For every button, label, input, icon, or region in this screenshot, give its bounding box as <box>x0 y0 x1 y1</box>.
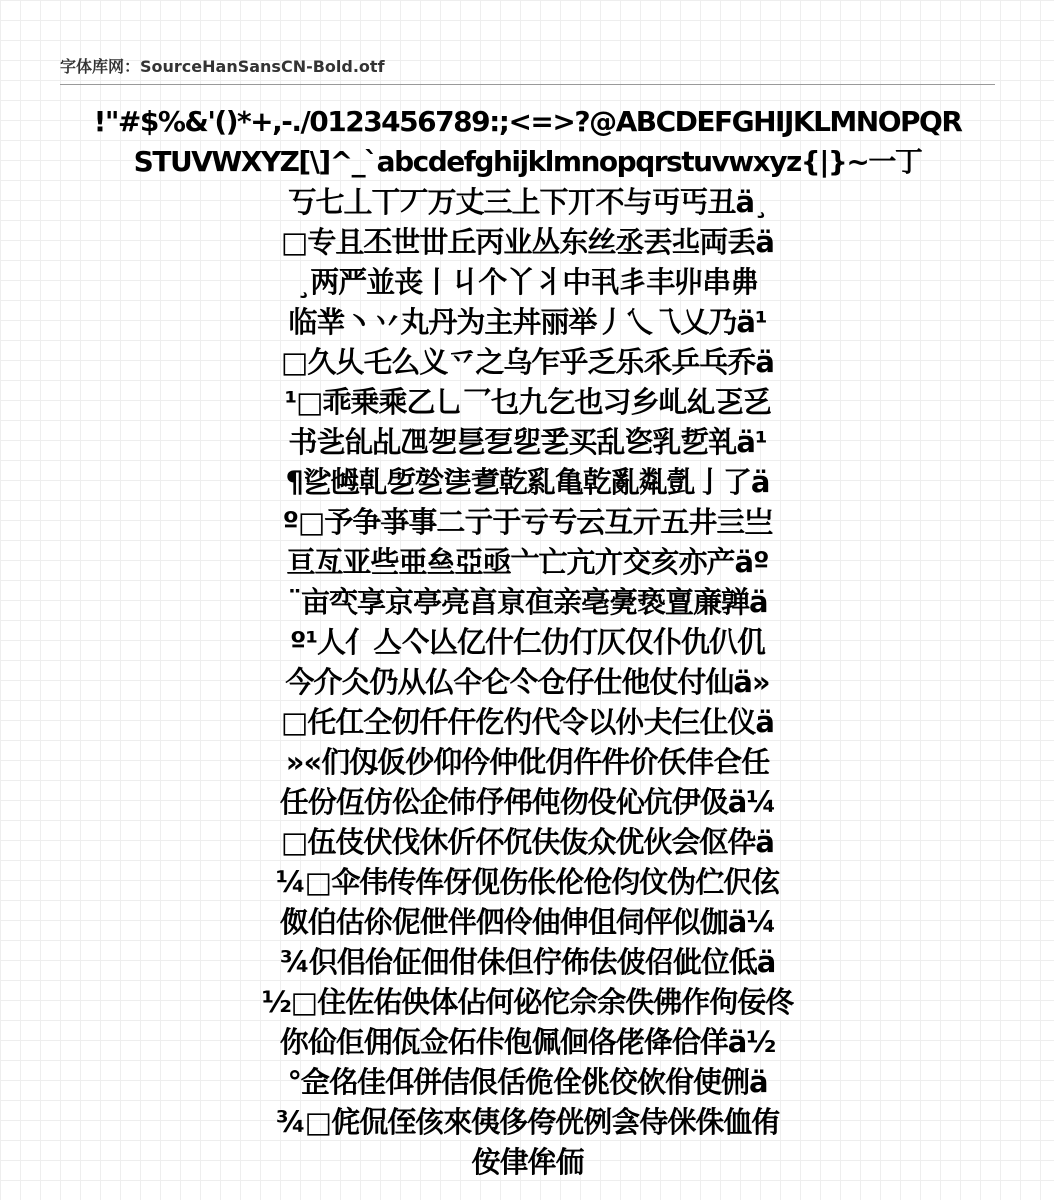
specimen-line: »«们仭仮仯仰仱仲仳仴仵件价仸仹仺任 <box>285 745 770 779</box>
page-title: 字体库网：SourceHanSansCN-Bold.otf <box>60 57 385 76</box>
specimen-line: 侒侓侔侕 <box>471 1145 584 1179</box>
specimen-line: 亘亙亚些亜亝亞亟亠亡亢亣交亥亦产äº <box>286 545 769 579</box>
specimen-line: 今介仌仍从仏仐仑仒仓仔仕他仗付仙ä» <box>285 665 770 699</box>
specimen-line: ¾□侂侃侄侅來侇侈侉侊例侌侍侎侏侐侑 <box>275 1105 780 1139</box>
specimen-line: ¹□乖乗乘乙乚乛乜九乞也习乡乢乣乤乥 <box>284 385 771 419</box>
specimen-line: º□予争亊事二亍于亏亐云互亓五井亖亗 <box>282 505 773 539</box>
page-header <box>60 52 995 85</box>
page <box>60 52 995 1182</box>
specimen-line: 伮伯估伱伲伳伴伵伶伷伸伹伺伻似伽ä¼ <box>279 905 776 939</box>
specimen-line: □久乆乇么义乊之乌乍乎乏乐乑乒乓乔ä <box>281 345 774 379</box>
specimen-line: !"#$%&'()*+,-./0123456789:;<=>?@ABCDEFGHIJKLMNOPQR <box>93 105 962 138</box>
specimen-line: □伍伎伏伐休伒伓伔伕伖众优伙会伛伜ä <box>281 825 774 859</box>
specimen-line: ¨亩亪享京亭亮亯亰亱亲亳亴亵亶亷亸ä <box>287 585 768 619</box>
specimen-line: 你佡佢佣佤佥佦佧佨佩佪佫佬佭佮佯ä½ <box>279 1025 776 1059</box>
specimen-line: 丂七丄丅丆万丈三上下丌不与丏丐丑ä¸ <box>287 185 768 219</box>
specimen-line: º¹人亻亼亽亾亿什仁仂仃仄仅仆仇仈仉 <box>289 625 766 659</box>
specimen-line: ½□住佐佑佒体佔何佖佗佘余佚佛作佝佞佟 <box>261 985 794 1019</box>
font-specimen <box>60 102 995 1182</box>
specimen-line: 临丵丶丷丸丹为主丼丽举丿乀乁乂乃ä¹ <box>288 305 767 339</box>
specimen-line: °佱佲佳佴併佶佷佸佹佺佻佼佽佾使侀ä <box>287 1065 768 1099</box>
specimen-line: 任份仾仿伀企伂伃伄伅伆伇伈伉伊伋ä¼ <box>279 785 776 819</box>
specimen-line: ¼□伞伟传伡伢伣伤伥伦伧伨伩伪伫伬伭 <box>275 865 780 899</box>
specimen-line: ¸两严並丧丨丩个丫丬中丮丯丰丱串丳 <box>296 265 759 299</box>
specimen-line: ¾伿佀佁佂佃佄佅但佇佈佉佊佋佌位低ä <box>279 945 776 979</box>
specimen-line: ¶乷乸乹乺乻乼乽乾乿亀乾亂亃亄亅了ä <box>285 465 770 499</box>
specimen-line: STUVWXYZ[\]^_`abcdefghijklmnopqrstuvwxyz{|}~一丁 <box>133 145 922 178</box>
specimen-line: □专且丕世丗丘丙业丛东丝丞丟丠両丢ä <box>281 225 774 259</box>
specimen-line: 书乧乨乩乪乫乬乭乮乯买乱乲乳乴乵ä¹ <box>288 425 767 459</box>
specimen-line: □仛仜仝仞仟仠仡仢代令以仦仧仨仩仪ä <box>281 705 774 739</box>
